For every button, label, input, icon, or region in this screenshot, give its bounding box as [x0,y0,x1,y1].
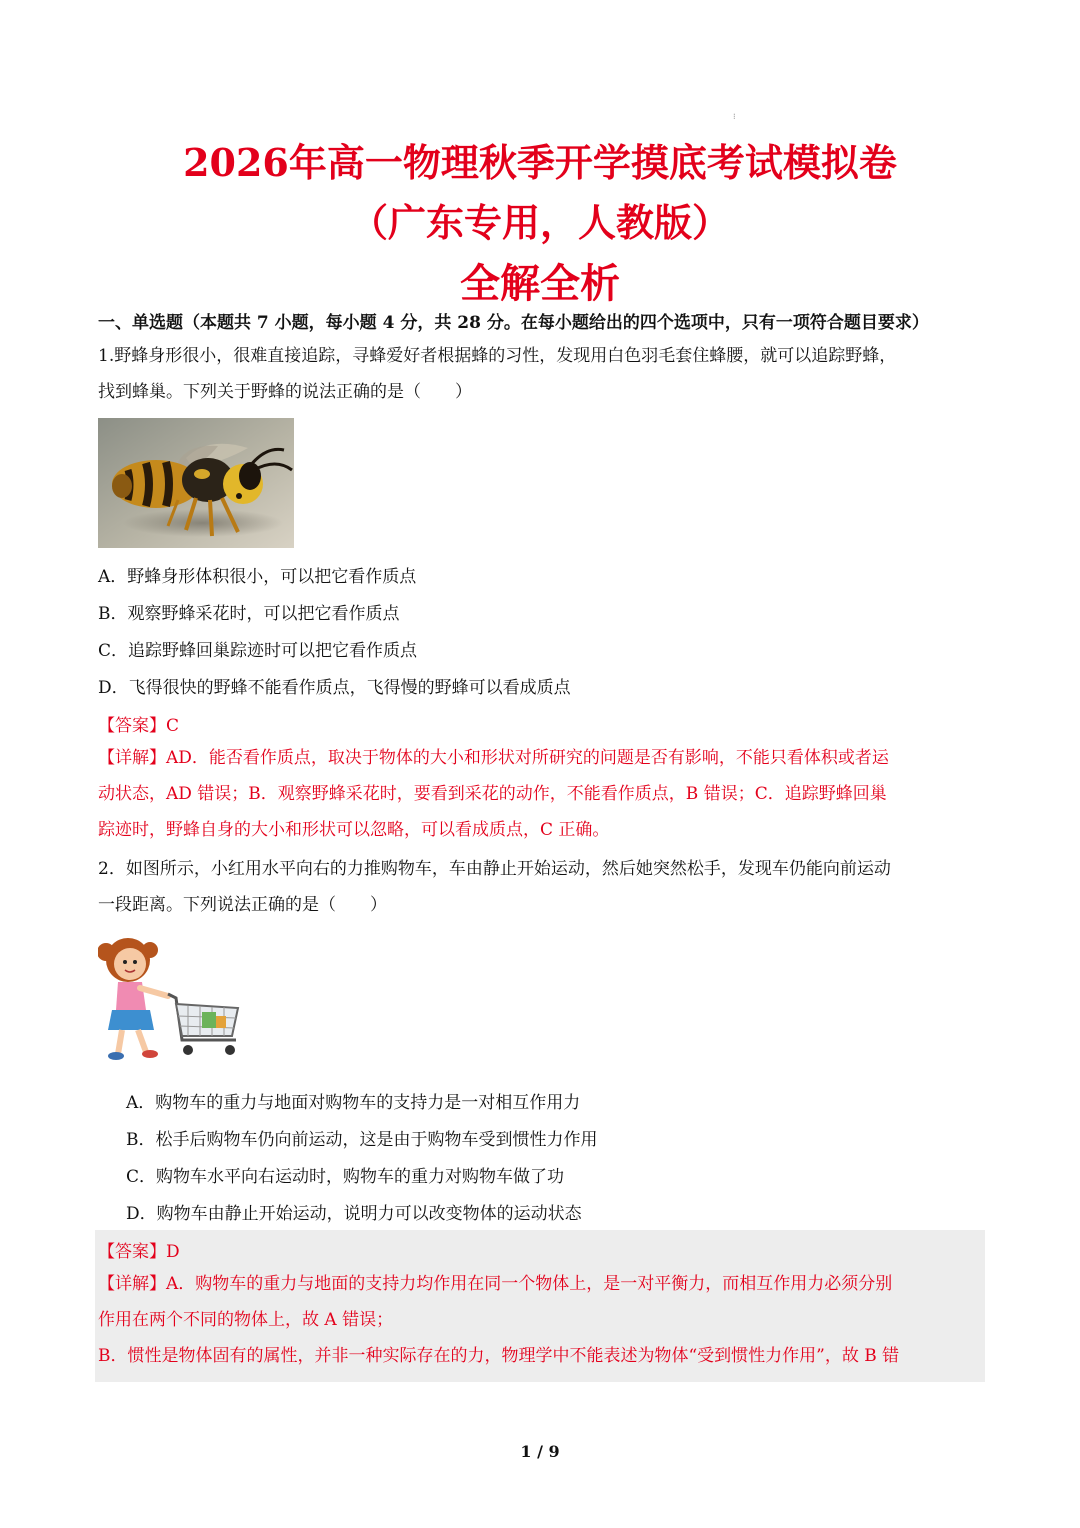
q2-answer: 【答案】D [98,1242,180,1262]
section-heading: 一、单选题（本题共 7 小题，每小题 4 分，共 28 分。在每小题给出的四个选项中，只有一项符合题目要求） [98,313,929,333]
q2-option-d: D．购物车由静止开始运动，说明力可以改变物体的运动状态 [126,1204,582,1224]
page-number: 1 / 9 [520,1442,560,1461]
q1-option-b: B．观察野蜂采花时，可以把它看作质点 [98,604,400,624]
q1-option-a: A．野蜂身形体积很小，可以把它看作质点 [98,567,417,587]
q1-option-d: D．飞得很快的野蜂不能看作质点，飞得慢的野蜂可以看成质点 [98,678,571,698]
q1-stem-line: 1.野蜂身形很小，很难直接追踪，寻蜂爱好者根据蜂的习性，发现用白色羽毛套住蜂腰，就可以追踪野蜂， [98,346,897,366]
q2-option-b: B．松手后购物车仍向前运动，这是由于购物车受到惯性力作用 [126,1130,598,1150]
q2-option-c: C．购物车水平向右运动时，购物车的重力对购物车做了功 [126,1167,565,1187]
q2-detail-line: B．惯性是物体固有的属性，并非一种实际存在的力，物理学中不能表述为物体“受到惯性力作用”，故 B 错 [98,1346,900,1366]
title-line-2: （广东专用，人教版） [349,200,730,245]
wasp-illustration [98,418,294,548]
wasp-image [98,418,294,548]
q1-detail-line: 踪迹时，野蜂自身的大小和形状可以忽略，可以看成质点，C 正确。 [98,820,610,840]
q1-stem-line: 找到蜂巢。下列关于野蜂的说法正确的是（ ） [98,382,472,402]
title-line-1: 2026年高一物理秋季开学摸底考试模拟卷 [183,140,897,185]
q1-stem [98,338,988,410]
q1-answer: 【答案】C [98,716,180,736]
q2-detail-line: 【详解】A．购物车的重力与地面的支持力均作用在同一个物体上，是一对平衡力，而相互作用力必须分别 [98,1274,893,1294]
q2-stem-line: 2．如图所示，小红用水平向右的力推购物车，车由静止开始运动，然后她突然松手，发现车仍能向前运动 [98,859,891,879]
title-line-3: 全解全析 [460,260,620,307]
girl-cart-illustration [98,932,248,1072]
q2-stem-line: 一段距离。下列说法正确的是（ ） [98,895,387,915]
q2-detail [98,1266,988,1374]
q2-detail-line: 作用在两个不同的物体上，故 A 错误； [98,1310,394,1330]
q2-stem [98,851,988,923]
q1-option-c: C．追踪野蜂回巢踪迹时可以把它看作质点 [98,641,418,661]
q1-detail-line: 动状态，AD 错误；B．观察野蜂采花时，要看到采花的动作，不能看作质点，B 错误；C．追踪野蜂回巢 [98,784,887,804]
q2-option-a: A．购物车的重力与地面对购物车的支持力是一对相互作用力 [126,1093,581,1113]
girl-cart-image [98,932,248,1072]
header-mark: ⁝ [733,112,736,121]
q1-detail-line: 【详解】AD．能否看作质点，取决于物体的大小和形状对所研究的问题是否有影响，不能只看体积或者运 [98,748,889,768]
q1-detail [98,740,988,848]
